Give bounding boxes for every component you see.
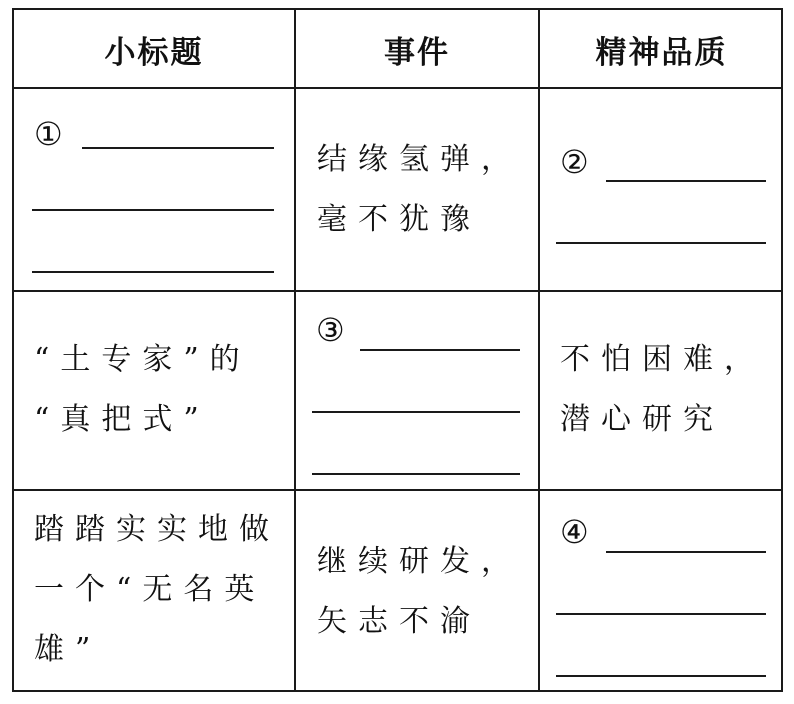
fill-blank-line (606, 551, 766, 553)
row-divider (14, 489, 781, 491)
subtitle-text-line: “土专家”的 (34, 342, 251, 377)
fill-blank-line (312, 473, 520, 475)
event-text-line: 矢志不渝 (317, 604, 481, 639)
blank-number-3: ③ (316, 311, 345, 349)
event-text-line: 继续研发， (317, 544, 522, 579)
quality-text-line: 不怕困难， (560, 342, 765, 377)
fill-blank-line (556, 613, 766, 615)
blank-number-2: ② (560, 143, 589, 181)
fill-blank-line (312, 411, 520, 413)
event-text-line: 毫不犹豫 (317, 202, 481, 237)
subtitle-text-line: 踏踏实实地做 (34, 512, 280, 547)
header-subtitle: 小标题 (104, 34, 204, 71)
fill-blank-line (32, 271, 274, 273)
fill-blank-line (32, 209, 274, 211)
fill-blank-line (606, 180, 766, 182)
event-text-line: 结缘氢弹， (317, 142, 522, 177)
blank-number-1: ① (34, 115, 63, 153)
subtitle-text-line: “真把式” (34, 402, 210, 437)
quality-text-line: 潜心研究 (560, 402, 724, 437)
row-divider (14, 290, 781, 292)
column-divider (538, 10, 540, 690)
fill-blank-line (556, 675, 766, 677)
header-event: 事件 (384, 34, 450, 71)
fill-blank-line (556, 242, 766, 244)
subtitle-text-line: 一个“无名英 (34, 572, 266, 607)
subtitle-text-line: 雄” (34, 632, 102, 667)
info-table (12, 8, 783, 692)
fill-blank-line (82, 147, 274, 149)
column-divider (294, 10, 296, 690)
fill-blank-line (360, 349, 520, 351)
header-quality: 精神品质 (595, 34, 728, 71)
blank-number-4: ④ (560, 513, 589, 551)
